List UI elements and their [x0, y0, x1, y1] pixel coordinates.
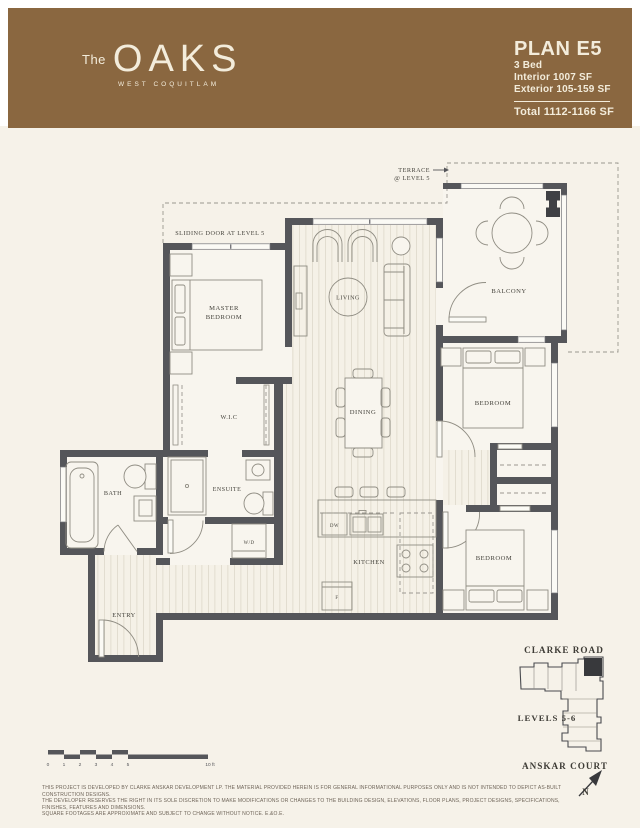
terrace-level-label: @ LEVEL 5 [394, 175, 430, 182]
dw-label: DW [330, 524, 339, 529]
wd-label: W/D [243, 541, 255, 546]
dining-label: DINING [349, 409, 377, 416]
toilet-icon [124, 464, 156, 489]
scale-tick-3: 3 [94, 763, 98, 768]
wood-floors [95, 225, 490, 655]
brand-subtitle: WEST COQUITLAM [118, 81, 220, 88]
scale-tick-0: 0 [46, 763, 50, 768]
side-table-icon [392, 237, 410, 255]
wic-label: W.I.C [220, 414, 238, 421]
keyplan [517, 657, 603, 796]
ensuite-toilet-icon [244, 492, 273, 515]
scale-tick-1: 1 [62, 763, 66, 768]
scale-bar [47, 750, 216, 768]
bedroom-mid-label: BEDROOM [474, 400, 512, 407]
disclaimer-line-3: SQUARE FOOTAGES ARE APPROXIMATE AND SUBJECT TO CHANGE WITHOUT NOTICE. E.&O.E. [42, 811, 285, 818]
disclaimer-line-2: THE DEVELOPER RESERVES THE RIGHT IN ITS SOLE DISCRETION TO MAKE MODIFICATIONS OR CHANGES TO THE BUILDING DESIGN, ELEVATIONS, FLOOR PLANS, PROJECT DESIGNS, SPECIFICATIONS, FINISHES, FEATURES AND DIMENSIONS. [42, 798, 560, 811]
scale-tick-5: 5 [126, 763, 130, 768]
balcony-outlet-marker [546, 191, 560, 217]
bedroom-low-label: BEDROOM [475, 555, 513, 562]
bath-label: BATH [103, 490, 123, 497]
ensuite-label: ENSUITE [212, 487, 242, 493]
fridge-label: F [335, 596, 339, 601]
master-bedroom-label-1: MASTER [209, 305, 239, 312]
keyplan-unit-highlight [584, 658, 602, 676]
plan-title: PLAN E5 [514, 38, 602, 60]
disclaimer [42, 785, 582, 818]
scale-tick-2: 2 [78, 763, 82, 768]
entry-label: ENTRY [112, 612, 136, 619]
living-label: LIVING [336, 295, 360, 302]
terrace-label: TERRACE [398, 167, 430, 174]
master-bedroom-label-2: BEDROOM [205, 314, 243, 321]
scale-end: 10 ft [205, 763, 215, 768]
keyplan-road-label: CLARKE ROAD [524, 645, 604, 655]
sliding-door-label: SLIDING DOOR AT LEVEL 5 [175, 230, 265, 237]
plan-exterior-sf: Exterior 105-159 SF [514, 84, 611, 95]
kitchen-label: KITCHEN [353, 559, 385, 566]
plan-interior-sf: Interior 1007 SF [514, 72, 593, 83]
plan-bed: 3 Bed [514, 60, 543, 71]
balcony-label: BALCONY [491, 288, 527, 295]
keyplan-court-label: ANSKAR COURT [522, 761, 608, 771]
brand-the: The [82, 51, 106, 67]
keyplan-levels-label: LEVELS 5-6 [517, 713, 577, 723]
brand-name: OAKS [112, 38, 243, 80]
plan-total-sf: Total 1112-1166 SF [514, 106, 615, 118]
disclaimer-line-1: THIS PROJECT IS DEVELOPED BY CLARKE ANSKAR DEVELOPMENT LP. THE MATERIAL PROVIDED HEREIN IS FOR GENERAL INFORMATIONAL PURPOSES ONLY AND IS NOT INTENDED TO DEPICT AS-BUILT CONSTRUCTION DESIGNS. [42, 785, 562, 798]
north-label: N [582, 787, 590, 797]
scale-tick-4: 4 [110, 763, 114, 768]
